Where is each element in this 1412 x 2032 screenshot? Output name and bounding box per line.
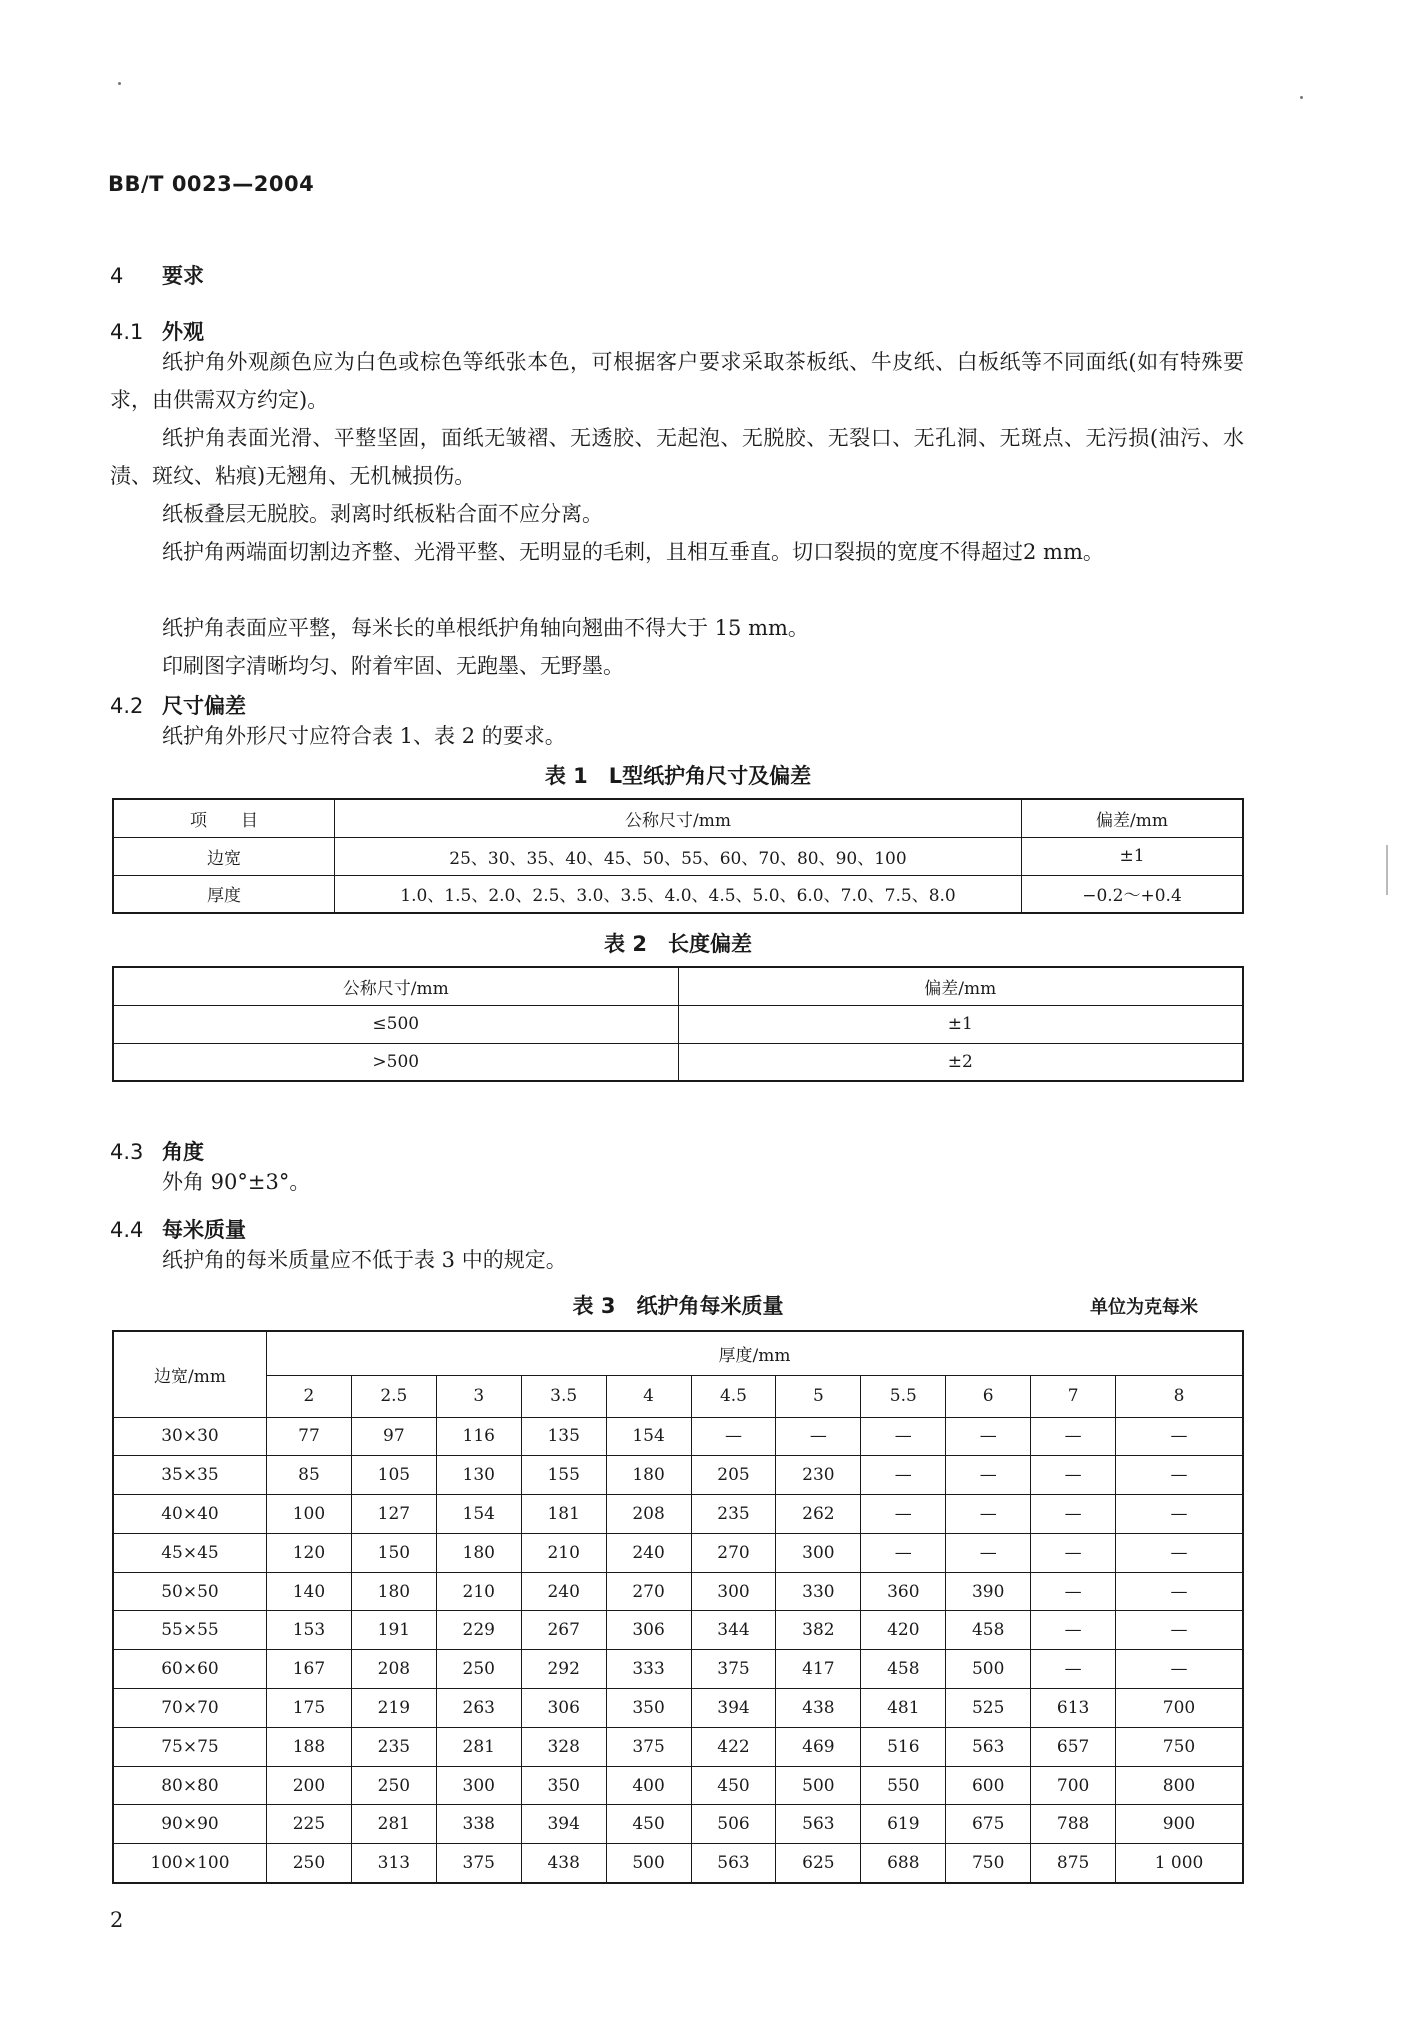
table-1 — [112, 798, 1244, 914]
table-row — [113, 1005, 1243, 1043]
table-header-cell: 6 — [946, 1375, 1031, 1417]
table-cell: 306 — [521, 1689, 606, 1728]
table-cell: 250 — [436, 1650, 521, 1689]
section-4-1-heading — [110, 316, 204, 346]
table-cell: 800 — [1116, 1766, 1243, 1805]
table-cell: 375 — [436, 1844, 521, 1883]
table-cell: 180 — [351, 1572, 436, 1611]
table-header-cell: 5 — [776, 1375, 861, 1417]
table-cell: 900 — [1116, 1805, 1243, 1844]
paragraph: 纸护角两端面切割边齐整、光滑平整、无明显的毛刺，且相互垂直。切口裂损的宽度不得超过2 mm。 — [162, 540, 1104, 564]
table-cell: 657 — [1031, 1727, 1116, 1766]
table-cell: 750 — [946, 1844, 1031, 1883]
table-cell: 788 — [1031, 1805, 1116, 1844]
table-cell: 525 — [946, 1689, 1031, 1728]
table-cell: — — [1116, 1650, 1243, 1689]
table-header-cell: 3 — [436, 1375, 521, 1417]
table-cell: 500 — [606, 1844, 691, 1883]
section-number: 4.1 — [110, 320, 144, 344]
table-cell: ≤500 — [113, 1005, 678, 1043]
table-cell: 700 — [1116, 1689, 1243, 1728]
table-3 — [112, 1330, 1244, 1884]
table-cell: 350 — [606, 1689, 691, 1728]
section-4-3-heading — [110, 1136, 204, 1166]
table-cell: 180 — [436, 1533, 521, 1572]
table-cell-size: 75×75 — [113, 1727, 267, 1766]
table-cell: 281 — [436, 1727, 521, 1766]
table-cell: 130 — [436, 1456, 521, 1495]
table-cell: 375 — [691, 1650, 776, 1689]
table-cell: 250 — [351, 1766, 436, 1805]
scan-margin-mark — [1386, 845, 1388, 895]
table-cell: 300 — [776, 1533, 861, 1572]
table-cell: 175 — [267, 1689, 352, 1728]
table-cell: 333 — [606, 1650, 691, 1689]
table-cell: 300 — [436, 1766, 521, 1805]
table-cell: 188 — [267, 1727, 352, 1766]
table-cell: — — [946, 1533, 1031, 1572]
table-cell: 625 — [776, 1844, 861, 1883]
table-header-row — [113, 967, 1243, 1005]
table-cell: 469 — [776, 1727, 861, 1766]
table-cell: 338 — [436, 1805, 521, 1844]
table-cell: 267 — [521, 1611, 606, 1650]
table-cell: 306 — [606, 1611, 691, 1650]
table-cell: 105 — [351, 1456, 436, 1495]
table-header-row — [113, 799, 1243, 837]
table-cell: 77 — [267, 1417, 352, 1456]
table-cell: — — [946, 1417, 1031, 1456]
table-cell: — — [1031, 1533, 1116, 1572]
table-3-unit-note: 单位为克每米 — [1090, 1297, 1198, 1318]
table-cell: 450 — [606, 1805, 691, 1844]
standard-number: BB/T 0023—2004 — [108, 172, 315, 196]
table-cell: 390 — [946, 1572, 1031, 1611]
table-cell-size: 30×30 — [113, 1417, 267, 1456]
table-cell: 550 — [861, 1766, 946, 1805]
table-cell-size: 100×100 — [113, 1844, 267, 1883]
table-cell: — — [1116, 1611, 1243, 1650]
table-cell: — — [946, 1495, 1031, 1534]
table-cell: 235 — [691, 1495, 776, 1534]
paragraph: 外角 90°±3°。 — [162, 1170, 311, 1194]
table-cell-size: 60×60 — [113, 1650, 267, 1689]
page-number: 2 — [110, 1908, 124, 1932]
table-cell: — — [1031, 1611, 1116, 1650]
table-cell: 155 — [521, 1456, 606, 1495]
table-row — [113, 1727, 1243, 1766]
table-cell: 300 — [691, 1572, 776, 1611]
table-cell: 458 — [861, 1650, 946, 1689]
table-cell: 240 — [521, 1572, 606, 1611]
table-cell: 360 — [861, 1572, 946, 1611]
table-cell: 229 — [436, 1611, 521, 1650]
table-cell: 167 — [267, 1650, 352, 1689]
table-header-cell: 7 — [1031, 1375, 1116, 1417]
table-cell: 208 — [606, 1495, 691, 1534]
table-row — [113, 1456, 1243, 1495]
table-header-cell: 公称尺寸/mm — [113, 967, 678, 1005]
table-cell: — — [861, 1533, 946, 1572]
table-cell: 边宽 — [113, 837, 335, 875]
table-cell: ±1 — [678, 1005, 1243, 1043]
table-cell: 154 — [606, 1417, 691, 1456]
table-cell: 210 — [436, 1572, 521, 1611]
table-cell: 120 — [267, 1533, 352, 1572]
table-column-group-header: 厚度/mm — [267, 1331, 1244, 1375]
table-header-cell: 4.5 — [691, 1375, 776, 1417]
table-cell: 200 — [267, 1766, 352, 1805]
paragraph: 纸护角外形尺寸应符合表 1、表 2 的要求。 — [162, 724, 566, 748]
table-row — [113, 1650, 1243, 1689]
table-header-cell: 2.5 — [351, 1375, 436, 1417]
section-number: 4.2 — [110, 694, 144, 718]
table-cell: 422 — [691, 1727, 776, 1766]
table-cell: ±1 — [1022, 837, 1244, 875]
table-cell: 208 — [351, 1650, 436, 1689]
table-header-cell: 8 — [1116, 1375, 1243, 1417]
table-cell: 225 — [267, 1805, 352, 1844]
table-cell: 135 — [521, 1417, 606, 1456]
table-cell-size: 90×90 — [113, 1805, 267, 1844]
section-number: 4 — [110, 264, 124, 288]
table-cell: 619 — [861, 1805, 946, 1844]
table-cell: 563 — [776, 1805, 861, 1844]
table-cell: — — [861, 1417, 946, 1456]
table-cell: >500 — [113, 1043, 678, 1081]
table-cell: 厚度 — [113, 875, 335, 913]
table-header-row — [113, 1375, 1243, 1417]
table-cell: 270 — [691, 1533, 776, 1572]
table-cell: 116 — [436, 1417, 521, 1456]
table-header-cell: 4 — [606, 1375, 691, 1417]
table-cell: — — [1116, 1417, 1243, 1456]
table-cell: 240 — [606, 1533, 691, 1572]
table-cell: 181 — [521, 1495, 606, 1534]
table-1-caption: 表 1 L型纸护角尺寸及偏差 — [544, 764, 812, 788]
table-cell: — — [1031, 1495, 1116, 1534]
table-cell: 263 — [436, 1689, 521, 1728]
table-cell: 600 — [946, 1766, 1031, 1805]
table-cell: 394 — [521, 1805, 606, 1844]
section-title: 角度 — [162, 1140, 204, 1164]
table-row-header: 边宽/mm — [113, 1331, 267, 1417]
table-cell: — — [1031, 1456, 1116, 1495]
table-cell: 292 — [521, 1650, 606, 1689]
table-cell: — — [776, 1417, 861, 1456]
paragraph: 印刷图字清晰均匀、附着牢固、无跑墨、无野墨。 — [162, 654, 624, 678]
table-cell: 516 — [861, 1727, 946, 1766]
table-cell-size: 70×70 — [113, 1689, 267, 1728]
table-2-caption: 表 2 长度偏差 — [604, 932, 752, 956]
table-row — [113, 1689, 1243, 1728]
table-header-cell: 3.5 — [521, 1375, 606, 1417]
table-cell: 191 — [351, 1611, 436, 1650]
table-cell: ±2 — [678, 1043, 1243, 1081]
table-cell-size: 40×40 — [113, 1495, 267, 1534]
table-cell-size: 55×55 — [113, 1611, 267, 1650]
section-number: 4.4 — [110, 1218, 144, 1242]
table-cell: 154 — [436, 1495, 521, 1534]
table-row — [113, 1495, 1243, 1534]
table-cell: — — [1116, 1572, 1243, 1611]
table-cell: 700 — [1031, 1766, 1116, 1805]
section-title: 尺寸偏差 — [162, 694, 246, 718]
table-cell: 262 — [776, 1495, 861, 1534]
table-row — [113, 1766, 1243, 1805]
table-cell: 394 — [691, 1689, 776, 1728]
table-cell: 85 — [267, 1456, 352, 1495]
table-cell: 500 — [776, 1766, 861, 1805]
table-cell: 438 — [521, 1844, 606, 1883]
table-cell: — — [691, 1417, 776, 1456]
table-cell: 563 — [691, 1844, 776, 1883]
table-cell: 330 — [776, 1572, 861, 1611]
table-header-cell: 2 — [267, 1375, 352, 1417]
table-cell: 458 — [946, 1611, 1031, 1650]
table-cell: — — [946, 1456, 1031, 1495]
table-row — [113, 1572, 1243, 1611]
section-title: 每米质量 — [162, 1218, 246, 1242]
table-cell: 688 — [861, 1844, 946, 1883]
table-cell: 350 — [521, 1766, 606, 1805]
table-header-cell: 5.5 — [861, 1375, 946, 1417]
table-cell: 438 — [776, 1689, 861, 1728]
table-cell: 219 — [351, 1689, 436, 1728]
table-cell: 613 — [1031, 1689, 1116, 1728]
table-cell: 875 — [1031, 1844, 1116, 1883]
table-row — [113, 837, 1243, 875]
table-cell: — — [1116, 1495, 1243, 1534]
table-cell-size: 45×45 — [113, 1533, 267, 1572]
table-cell-size: 35×35 — [113, 1456, 267, 1495]
table-cell: 127 — [351, 1495, 436, 1534]
table-cell: 675 — [946, 1805, 1031, 1844]
table-cell: 420 — [861, 1611, 946, 1650]
table-row — [113, 1805, 1243, 1844]
table-cell: 481 — [861, 1689, 946, 1728]
table-cell: 328 — [521, 1727, 606, 1766]
section-number: 4.3 — [110, 1140, 144, 1164]
table-cell: −0.2～+0.4 — [1022, 875, 1244, 913]
paragraph: 纸护角的每米质量应不低于表 3 中的规定。 — [162, 1248, 567, 1272]
table-row — [113, 1533, 1243, 1572]
table-row — [113, 1417, 1243, 1456]
table-cell: 25、30、35、40、45、50、55、60、70、80、90、100 — [335, 837, 1022, 875]
table-cell: 344 — [691, 1611, 776, 1650]
table-cell: 230 — [776, 1456, 861, 1495]
table-cell: 500 — [946, 1650, 1031, 1689]
table-cell: — — [1116, 1533, 1243, 1572]
table-cell: 750 — [1116, 1727, 1243, 1766]
scan-speck — [118, 82, 121, 85]
table-cell: 150 — [351, 1533, 436, 1572]
table-cell: 180 — [606, 1456, 691, 1495]
table-cell: — — [861, 1495, 946, 1534]
paragraph: 纸护角表面光滑、平整坚固，面纸无皱褶、无透胶、无起泡、无脱胶、无裂口、无孔洞、无斑点、无污损(油污、水渍、斑纹、粘痕)无翘角、无机械损伤。 — [110, 426, 1244, 488]
table-cell: 375 — [606, 1727, 691, 1766]
table-3-caption: 表 3 纸护角每米质量 — [572, 1294, 784, 1318]
table-cell: 400 — [606, 1766, 691, 1805]
section-4-4-heading — [110, 1214, 246, 1244]
section-4-2-heading — [110, 690, 246, 720]
table-header-cell: 偏差/mm — [678, 967, 1243, 1005]
scan-speck — [1300, 96, 1303, 99]
table-cell: 450 — [691, 1766, 776, 1805]
table-row — [113, 1844, 1243, 1883]
table-cell: 417 — [776, 1650, 861, 1689]
table-cell: 97 — [351, 1417, 436, 1456]
table-cell: 1.0、1.5、2.0、2.5、3.0、3.5、4.0、4.5、5.0、6.0、7.0、7.5、8.0 — [335, 875, 1022, 913]
section-title: 要求 — [162, 264, 204, 288]
table-cell: 270 — [606, 1572, 691, 1611]
table-cell: — — [1116, 1456, 1243, 1495]
table-cell: 1 000 — [1116, 1844, 1243, 1883]
table-cell-size: 50×50 — [113, 1572, 267, 1611]
table-cell: 153 — [267, 1611, 352, 1650]
table-cell: 506 — [691, 1805, 776, 1844]
table-cell: — — [1031, 1650, 1116, 1689]
table-cell: 235 — [351, 1727, 436, 1766]
table-row — [113, 875, 1243, 913]
table-header-cell: 偏差/mm — [1022, 799, 1244, 837]
table-cell: 100 — [267, 1495, 352, 1534]
table-cell: — — [861, 1456, 946, 1495]
table-cell: 205 — [691, 1456, 776, 1495]
table-header-row — [113, 1331, 1243, 1375]
table-cell: 281 — [351, 1805, 436, 1844]
table-cell: — — [1031, 1417, 1116, 1456]
table-cell: 563 — [946, 1727, 1031, 1766]
table-header-cell: 公称尺寸/mm — [335, 799, 1022, 837]
table-cell: 313 — [351, 1844, 436, 1883]
table-cell: — — [1031, 1572, 1116, 1611]
section-4-heading — [110, 260, 204, 290]
paragraph: 纸板叠层无脱胶。剥离时纸板粘合面不应分离。 — [162, 502, 603, 526]
table-header-cell: 项 目 — [113, 799, 335, 837]
table-cell-size: 80×80 — [113, 1766, 267, 1805]
table-cell: 250 — [267, 1844, 352, 1883]
paragraph: 纸护角表面应平整，每米长的单根纸护角轴向翘曲不得大于 15 mm。 — [162, 616, 809, 640]
table-row — [113, 1611, 1243, 1650]
table-cell: 140 — [267, 1572, 352, 1611]
section-title: 外观 — [162, 320, 204, 344]
paragraph: 纸护角外观颜色应为白色或棕色等纸张本色，可根据客户要求采取茶板纸、牛皮纸、白板纸等不同面纸(如有特殊要求，由供需双方约定)。 — [110, 350, 1244, 412]
table-2 — [112, 966, 1244, 1082]
table-cell: 210 — [521, 1533, 606, 1572]
table-cell: 382 — [776, 1611, 861, 1650]
table-row — [113, 1043, 1243, 1081]
